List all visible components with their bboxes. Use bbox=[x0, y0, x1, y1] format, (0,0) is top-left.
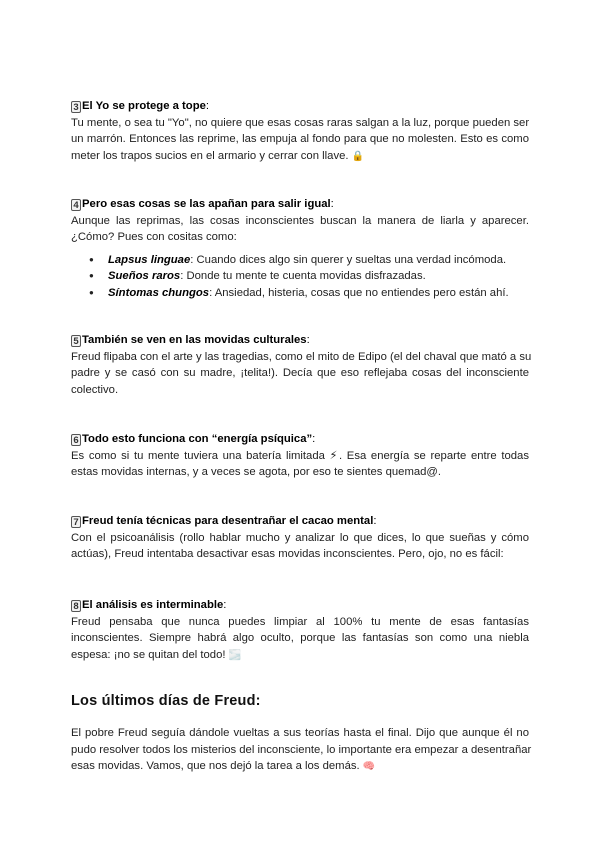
body-line: estas movidas internas, y a veces se agota, por eso te sientes quemad@. bbox=[71, 466, 442, 478]
keycap-number-5: 5 bbox=[71, 335, 81, 347]
heading-text: También se ven en las movidas culturales bbox=[82, 334, 307, 346]
heading-text: Todo esto funciona con “energía psíquica” bbox=[82, 433, 313, 445]
heading-text: Pero esas cosas se las apañan para salir igual bbox=[82, 198, 331, 210]
body-line: Con el psicoanálisis (rollo hablar mucho y analizar lo que dices, lo que sueñas y cómo bbox=[71, 531, 529, 544]
body-line: ¿Cómo? Pues con cositas como: bbox=[71, 231, 237, 243]
section-heading: 4 Pero esas cosas se las apañan para salir igual: bbox=[71, 196, 529, 213]
body-line: colectivo. bbox=[71, 383, 119, 396]
section-3 bbox=[71, 98, 529, 165]
section-heading: 3 El Yo se protege a tope: bbox=[71, 98, 529, 115]
heading-text: El análisis es interminable bbox=[82, 599, 224, 611]
keycap-number-4: 4 bbox=[71, 199, 81, 211]
section-body bbox=[71, 448, 529, 481]
list-item: ● Lapsus linguae: Cuando dices algo sin querer y sueltas una verdad incómoda. bbox=[71, 252, 529, 269]
final-section-title: Los últimos días de Freud: bbox=[71, 693, 261, 709]
section-body bbox=[71, 349, 532, 399]
body-line: espesa: ¡no se quitan del todo! 🌫️ bbox=[71, 647, 529, 665]
body-line: pudo resolver todos los misterios del inconsciente, lo importante era empezar a desentrañar bbox=[71, 743, 532, 756]
body-line: Tu mente, o sea tu "Yo", no quiere que esas cosas raras salgan a la luz, porque pueden ser bbox=[71, 116, 530, 129]
bullet-term: Síntomas chungos bbox=[108, 286, 210, 299]
list-item: ● Sueños raros: Donde tu mente te cuenta movidas disfrazadas. bbox=[71, 268, 529, 285]
body-line: padre y se casó con su madre, ¡telita!). Decía que eso reflejaba cosas del inconsciente bbox=[71, 367, 529, 379]
body-line: Freud pensaba que nunca puedes limpiar al 100% tu mente de esas fantasías bbox=[71, 615, 529, 628]
body-line: meter los trapos sucios en el armario y cerrar con llave. 🔒 bbox=[71, 148, 529, 166]
section-body bbox=[71, 530, 529, 563]
section-7 bbox=[71, 513, 529, 563]
section-heading: 6 Todo esto funciona con “energía psíquica”: bbox=[71, 431, 529, 448]
body-line: Freud flipaba con el arte y las tragedias, como el mito de Edipo (el del chaval que mató a su bbox=[71, 350, 532, 363]
bullet-list bbox=[71, 252, 529, 302]
body-line: esas movidas. Vamos, que nos dejó la tarea a los demás. 🧠 bbox=[71, 758, 529, 776]
heading-text: El Yo se protege a tope bbox=[82, 100, 206, 112]
section-4 bbox=[71, 196, 529, 301]
section-6 bbox=[71, 431, 529, 481]
keycap-number-8: 8 bbox=[71, 600, 81, 612]
section-5 bbox=[71, 332, 532, 398]
bullet-text: Cuando dices algo sin querer y sueltas una verdad incómoda. bbox=[196, 253, 507, 266]
section-8 bbox=[71, 597, 529, 664]
section-heading: 5 También se ven en las movidas culturales: bbox=[71, 332, 529, 349]
body-line: El pobre Freud seguía dándole vueltas a sus teorías hasta el final. Dijo que aunque él no bbox=[71, 727, 529, 739]
bullet-term: Lapsus linguae bbox=[108, 253, 191, 266]
section-body bbox=[71, 725, 532, 776]
section-body bbox=[71, 614, 529, 665]
bullet-text: Ansiedad, histeria, cosas que no entiendes pero están ahí. bbox=[214, 286, 509, 299]
fog-icon: 🌫️ bbox=[228, 649, 242, 661]
bullet-term: Sueños raros bbox=[108, 270, 181, 282]
keycap-number-6: 6 bbox=[71, 434, 81, 446]
keycap-number-7: 7 bbox=[71, 516, 81, 528]
body-line: inconscientes. Siempre habrá algo oculto, porque las fantasías son como una niebla bbox=[71, 632, 529, 644]
section-heading: 8 El análisis es interminable: bbox=[71, 597, 529, 614]
section-heading: 7 Freud tenía técnicas para desentrañar el cacao mental: bbox=[71, 513, 529, 530]
lock-icon: 🔒 bbox=[351, 150, 365, 162]
body-line: Aunque las reprimas, las cosas inconscientes buscan la manera de liarla y aparecer. bbox=[71, 214, 529, 227]
heading-text: Freud tenía técnicas para desentrañar el cacao mental bbox=[82, 515, 374, 527]
section-body bbox=[71, 115, 529, 166]
section-body bbox=[71, 213, 529, 246]
body-line: Es como si tu mente tuviera una batería limitada ⚡. Esa energía se reparte entre todas bbox=[71, 449, 529, 462]
list-item: ● Síntomas chungos: Ansiedad, histeria, cosas que no entiendes pero están ahí. bbox=[71, 285, 529, 302]
brain-icon: 🧠 bbox=[362, 761, 376, 772]
keycap-number-3: 3 bbox=[71, 101, 81, 113]
final-section bbox=[71, 725, 532, 776]
body-line: un marrón. Entonces las reprime, las empuja al fondo para que no molesten. Esto es como bbox=[71, 133, 529, 145]
body-line: actúas), Freud intentaba desactivar esas movidas inconscientes. Pero, ojo, no es fácil: bbox=[71, 548, 504, 560]
bullet-text: Donde tu mente te cuenta movidas disfrazadas. bbox=[186, 270, 426, 282]
